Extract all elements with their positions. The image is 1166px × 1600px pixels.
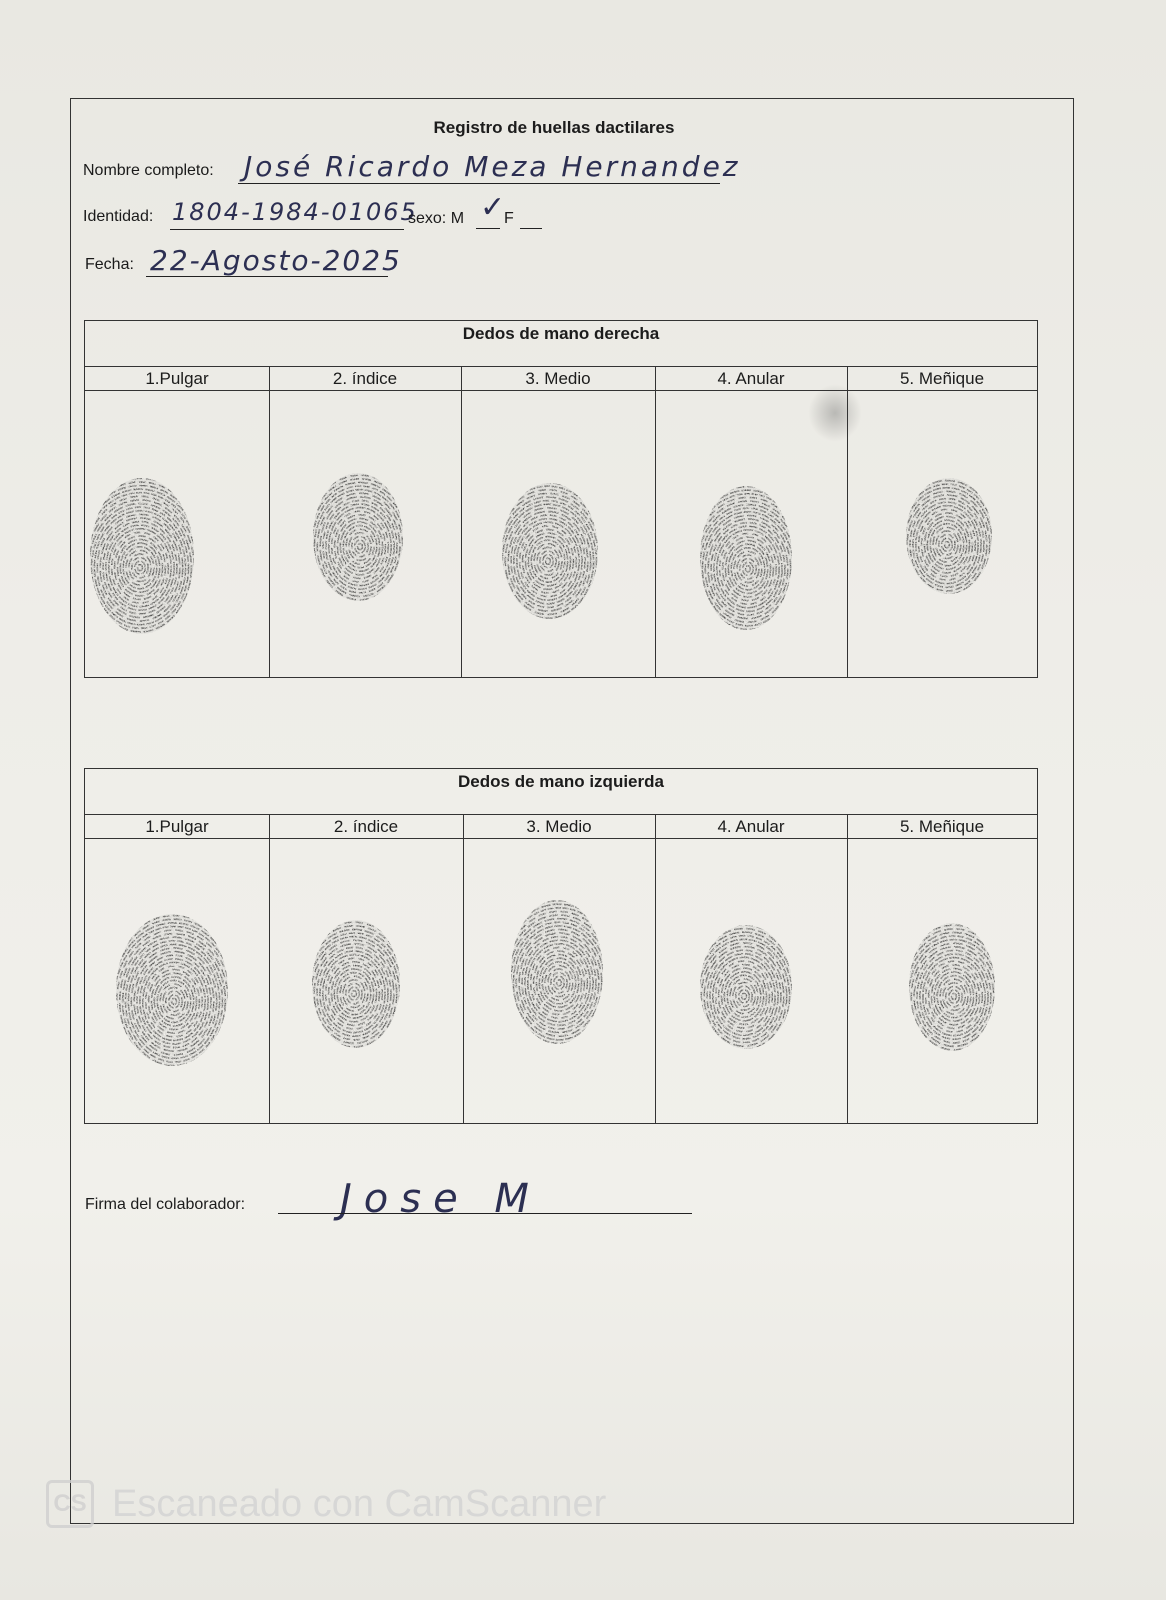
right-index-print [286, 454, 435, 640]
form-title: Registro de huellas dactilares [433, 118, 675, 137]
signature-value: Jose M [340, 1176, 541, 1222]
right-little-print [878, 459, 1015, 631]
right-hand-header: Dedos de mano derecha [85, 321, 1037, 367]
left-finger-label-1: 1.Pulgar [145, 817, 209, 836]
date-label: Fecha: [85, 256, 134, 273]
signature-line [278, 1213, 692, 1214]
right-finger-label-3: 3. Medio [525, 369, 591, 388]
left-thumb-print [85, 890, 263, 1112]
left-finger-label-2: 2. índice [333, 817, 399, 836]
right-finger-label-1: 1.Pulgar [145, 369, 209, 388]
left-finger-label-5: 5. Meñique [899, 817, 985, 836]
right-ring-print [662, 461, 834, 676]
id-label: Identidad: [83, 208, 154, 225]
right-thumb-print [48, 453, 231, 682]
sex-check: ✓ [480, 190, 507, 225]
sex-label: sexo: M [408, 210, 465, 227]
right-finger-label-2: 2. índice [332, 369, 398, 388]
id-value: 1804-1984-01065 [172, 198, 418, 226]
date-value: 22-Agosto-2025 [150, 244, 402, 277]
name-value: José Ricardo Meza Hernandez [244, 150, 741, 183]
name-label: Nombre completo: [83, 162, 214, 179]
camscanner-logo: CS [46, 1480, 94, 1528]
sex-f-label: F [504, 210, 514, 227]
left-little-print [880, 904, 1029, 1090]
left-hand-header: Dedos de mano izquierda [85, 769, 1037, 815]
right-finger-label-4: 4. Anular [717, 369, 785, 388]
right-middle-print [468, 461, 628, 661]
left-index-print [280, 901, 429, 1087]
left-finger-label-3: 3. Medio [526, 817, 592, 836]
left-middle-print [473, 875, 645, 1090]
left-finger-label-4: 4. Anular [717, 817, 785, 836]
signature-label: Firma del colaborador: [85, 1196, 246, 1213]
watermark-text: Escaneado con CamScanner [112, 1482, 607, 1525]
left-ring-print [670, 903, 819, 1089]
camscanner-watermark [46, 1478, 606, 1530]
right-finger-label-5: 5. Meñique [899, 369, 985, 388]
